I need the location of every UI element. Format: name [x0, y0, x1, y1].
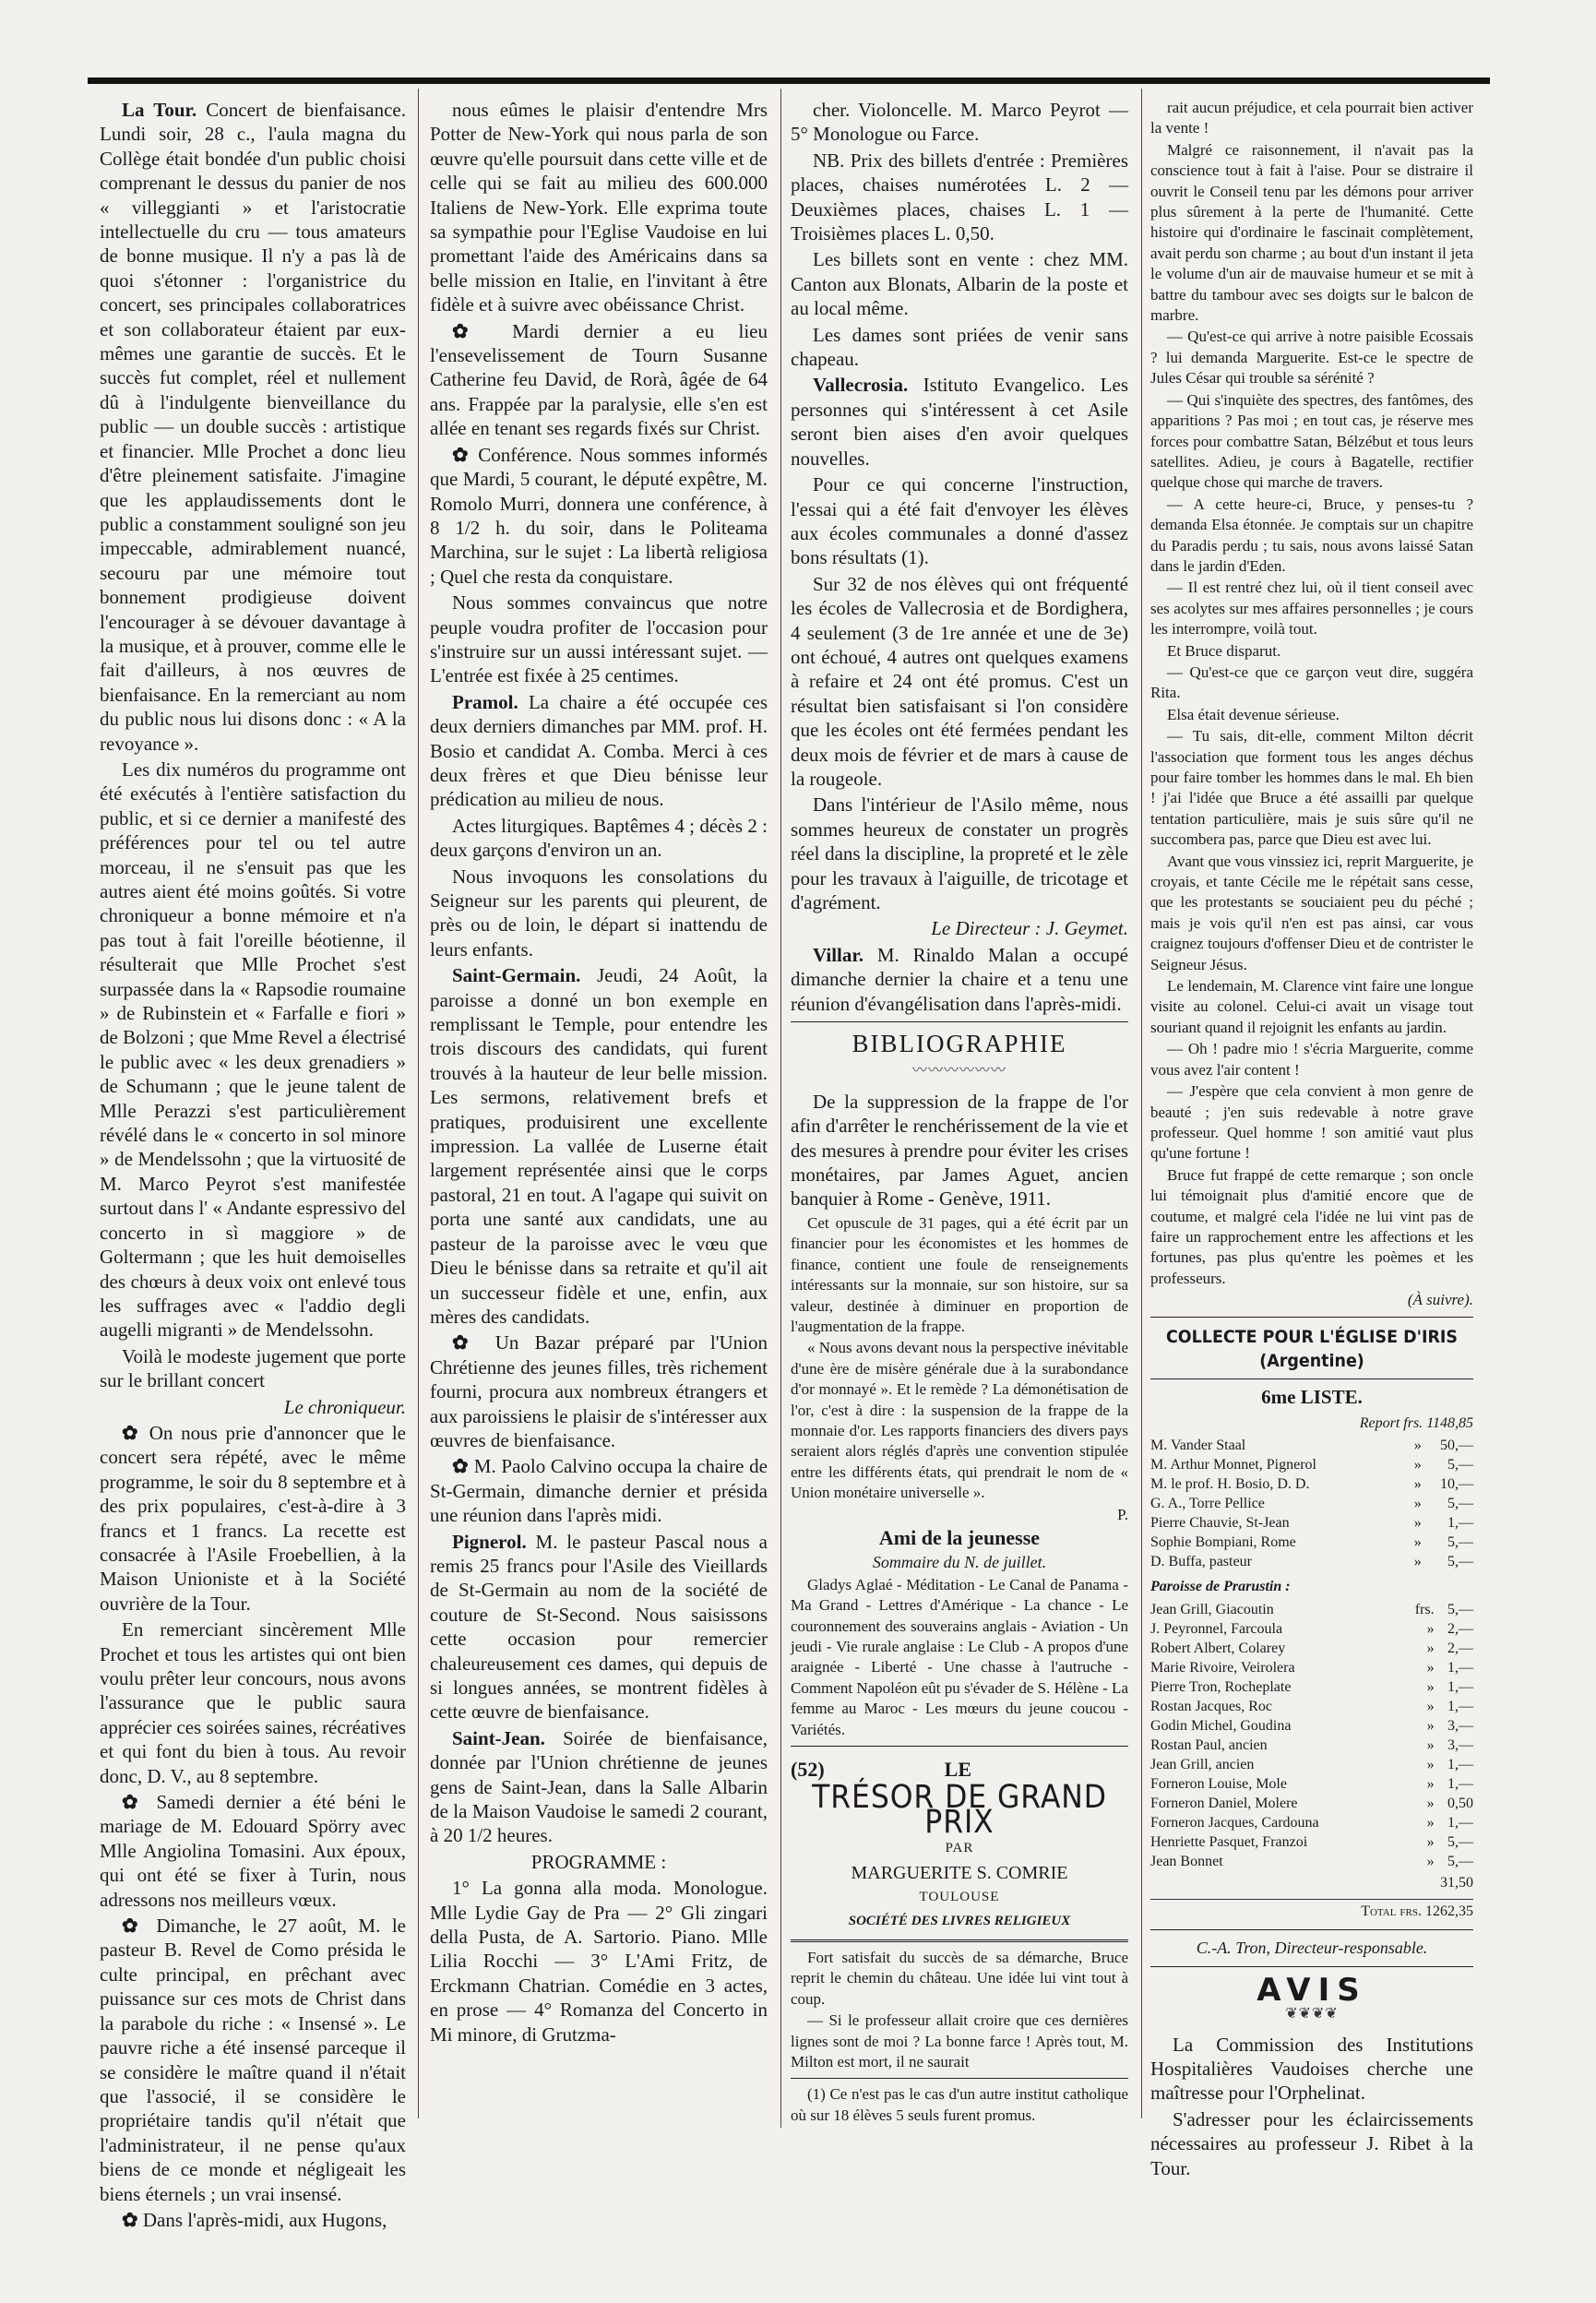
paragraph-lead: ✿	[122, 1915, 157, 1938]
donor-name: Rostan Jacques, Roc	[1150, 1698, 1272, 1714]
currency-mark: »	[1426, 1756, 1435, 1772]
biblio-review-2: « Nous avons devant nous la perspective inévitable d'une ère de misère générale due à la surabondance d'or monnayé ». Et le remède ? La démonétisation de l'or, c'est à dire : la suspension de la frappe de la monnaie d'or. Les rapports financiers des divers pays seraient alors réglés d'après une convention stipulée entre les différents états, qui prendrait le nom de « Union monétaire universelle ».	[791, 1339, 1128, 1502]
subtotal: 31,50	[1440, 1874, 1473, 1891]
report-value: 1148,85	[1426, 1414, 1473, 1431]
donor-row	[1150, 1716, 1473, 1736]
footnote: (1) Ce n'est pas le cas d'un autre institut catholique où sur 18 élèves 5 seuls furent promus.	[791, 2085, 1128, 2124]
donor-name: G. A., Torre Pellice	[1150, 1496, 1265, 1512]
donor-row	[1150, 1436, 1473, 1455]
news-paragraph	[430, 690, 768, 812]
donor-amount: 5,—	[1447, 1853, 1473, 1869]
news-paragraph	[430, 98, 768, 317]
divider	[791, 1021, 1128, 1022]
donor-row	[1150, 1658, 1473, 1677]
column-3	[791, 98, 1128, 2127]
signature: Le chroniqueur.	[283, 1395, 406, 1418]
divider	[1150, 1317, 1473, 1318]
donor-row	[1150, 1813, 1473, 1832]
donor-amount: 5,—	[1447, 1554, 1473, 1570]
paragraph-text: Dans l'intérieur de l'Asilo même, nous sommes heureux de constater un progrès réel dans la discipline, la propreté et le zèle pour les travaux à l'aiguille, de tricotage et d'agrément.	[791, 794, 1128, 913]
paragraph-text: Les dames sont priées de venir sans chapeau.	[791, 323, 1128, 371]
paragraph-lead: ✿	[452, 1455, 474, 1478]
donor-amount: 1,—	[1447, 1775, 1473, 1792]
feuilleton-continued	[1150, 98, 1473, 1289]
donor-amount: 5,—	[1447, 1496, 1473, 1512]
paragraph-text: M. Rinaldo Malan a occupé dimanche dernier la chaire et a tenu une réunion d'évangélisation dans l'après-midi.	[791, 943, 1128, 1015]
news-paragraph	[100, 98, 406, 756]
column-1	[100, 98, 406, 2234]
paragraph-text: Pour ce qui concerne l'instruction, l'essai qui a été fait d'envoyer les élèves aux écoles communales a donné d'assez bons résultats (1).	[791, 473, 1128, 569]
donor-name: Jean Grill, Giacoutin	[1150, 1601, 1274, 1617]
a-suivre: (À suivre).	[1407, 1291, 1473, 1309]
donor-name: Sophie Bompiani, Rome	[1150, 1534, 1296, 1551]
top-rule	[88, 78, 1490, 84]
biblio-item: De la suppression de la frappe de l'or afin d'arrêter le renchérissement de la vie et des mesures à prendre pour éviter les crises monétaires, par James Aguet, ancien banquier à Rome - Genève, 1911.	[791, 1090, 1128, 1211]
news-paragraph	[430, 963, 768, 1329]
currency-mark: »	[1426, 1814, 1435, 1831]
paragraph-text: La chaire a été occupée ces deux derniers dimanches par MM. prof. H. Bosio et candidat A. Comba. Merci à ces deux frères et que Dieu bénisse leur prédication au milieu de nous.	[430, 690, 768, 811]
paragraph-text: NB. Prix des billets d'entrée : Premières places, chaises numérotées L. 2 — Deuxièmes places, chaises L. 1 — Troisièmes places L. 0,50.	[791, 149, 1128, 245]
feuilleton-le: LE	[944, 1758, 971, 1782]
currency-mark: »	[1426, 1620, 1435, 1637]
avis-body-2: S'adresser pour les éclaircissements nécessaires au professeur J. Ribet à la Tour.	[1150, 2107, 1473, 2179]
feuilleton-paragraph: — Il est rentré chez lui, où il tient conseil avec ses acolytes sur mes affaires personnelles ; je cours les interrompre, voilà tout.	[1150, 579, 1473, 638]
feuilleton-title: TRÉSOR DE GRAND PRIX	[812, 1779, 1107, 1841]
column-2	[430, 98, 768, 2048]
paragraph-text: Voilà le modeste jugement que porte sur le brillant concert	[100, 1344, 406, 1392]
divider	[1150, 1966, 1473, 1967]
ornament-rule: 〰〰〰〰〰〰	[911, 1063, 1006, 1080]
news-paragraph	[430, 1726, 768, 1848]
paragraph-lead: Pignerol.	[452, 1530, 527, 1553]
paragraph-lead: Pramol.	[452, 690, 518, 713]
avis-body: La Commission des Institutions Hospitalières Vaudoises cherche une maîtresse pour l'Orphelinat.	[1150, 2033, 1473, 2105]
paragraph-text: En remerciant sincèrement Mlle Prochet et tous les artistes qui ont bien voulu prêter leur concours, nous avons l'assurance que le public saura apprécier ces soirées saines, récréatives et qui font du bien à tous. Au revoir donc, D. V., au 8 septembre.	[100, 1618, 406, 1787]
paragraph-text: Les billets sont en vente : chez MM. Canton aux Blonats, Albarin de la poste et au local même.	[791, 248, 1128, 320]
donor-row	[1150, 1697, 1473, 1716]
donor-name: Pierre Tron, Rocheplate	[1150, 1678, 1292, 1695]
currency-mark: »	[1426, 1659, 1435, 1676]
donor-row	[1150, 1552, 1473, 1571]
feuilleton-paragraph: — Oh ! padre mio ! s'écria Marguerite, comme vous avez l'air content !	[1150, 1040, 1473, 1079]
currency-mark: »	[1426, 1736, 1435, 1753]
news-paragraph	[430, 319, 768, 441]
donor-amount: 10,—	[1440, 1476, 1473, 1493]
donor-amount: 5,—	[1447, 1457, 1473, 1474]
avis-ornament: ❦❦❦❦	[1285, 2006, 1339, 2023]
donor-table	[1150, 1436, 1473, 1571]
donor-name: Marie Rivoire, Veirolera	[1150, 1659, 1295, 1676]
paragraph-text: Dimanche, le 27 août, M. le pasteur B. Revel de Como présida le culte principal, en prêchant avec puissance sur ces mots de Christ dans la parabole du riche : « Insensé ». Le pauvre riche a été insensé parceque il se considère le maître quand il n'était que l'associé, il se considère le propriétaire tandis qu'il n'était que l'administrateur, il ne pense qu'aux biens de ce monde et négligeait les biens éternels ; un vrai insensé.	[100, 1915, 406, 2205]
news-paragraph	[430, 443, 768, 589]
donor-amount: 5,—	[1447, 1833, 1473, 1850]
program-heading: PROGRAMME :	[530, 1850, 667, 1873]
feuilleton-paragraph: — Tu sais, dit-elle, comment Milton décrit l'association que forment tous les anges déchus pour faire tomber les hommes dans le mal. Eh bien ! j'ai l'idée que Bruce a été assailli par quelque tentation particulière, mais je suis sûre qu'il ne succombera pas, parce que Dieu est avec lui.	[1150, 727, 1473, 849]
news-paragraph	[100, 1617, 406, 1788]
news-paragraph	[100, 1421, 406, 1616]
feuilleton-author: MARGUERITE S. COMRIE	[851, 1862, 1068, 1883]
directeur-line: C.-A. Tron, Directeur-responsable.	[1196, 1939, 1428, 1958]
paragraph-lead: Villar.	[813, 943, 864, 966]
donor-name: M. le prof. H. Bosio, D. D.	[1150, 1476, 1310, 1493]
bibliographie-heading: BIBLIOGRAPHIE	[852, 1030, 1067, 1058]
currency-mark: »	[1413, 1554, 1422, 1570]
paragraph-lead: Saint-Germain.	[452, 964, 581, 987]
feuilleton-paragraph: rait aucun préjudice, et cela pourrait bien activer la vente !	[1150, 99, 1473, 137]
feuilleton-paragraph: Malgré ce raisonnement, il n'avait pas la conscience tout à fait à l'aise. Pour se distraire il ouvrit le Conseil tenu par les démons pour arriver plus sûrement à la perte de l'humanité. Cette histoire qui d'ordinaire le fascinait complètement, avait perdu son charme ; au bout d'un instant il jeta le volume d'un air de mauvaise humeur et se mit à battre du tambour avec ses doigts sur le balcon de marbre.	[1150, 140, 1473, 325]
donor-name: Jean Bonnet	[1150, 1853, 1223, 1869]
currency-mark: »	[1426, 1795, 1435, 1811]
donor-row	[1150, 1794, 1473, 1813]
column-rule	[1141, 89, 1142, 2118]
total-label: Total frs.	[1361, 1903, 1422, 1919]
paragraph-text: On nous prie d'annoncer que le concert sera répété, avec le même programme, le soir du 8 septembre et à des prix populaires, c'est-à-dire à 3 francs et 1 francs. La recette est consacrée à l'Asile Froebellien, à la Maison Unioniste et à la Société ouvrière de la Tour.	[100, 1421, 406, 1615]
ami-title: Ami de la jeunesse	[878, 1525, 1041, 1549]
paragraph-text: Istituto Evangelico. Les personnes qui s'intéressent à cet Asile seront bien aises d'en avoir quelques nouvelles.	[791, 374, 1128, 470]
divider	[791, 1939, 1128, 1942]
column-4	[1150, 98, 1473, 2182]
paragraph-lead: ✿	[452, 443, 479, 466]
paragraph-lead: Saint-Jean.	[452, 1726, 545, 1749]
currency-mark: »	[1426, 1698, 1435, 1714]
donor-row	[1150, 1513, 1473, 1533]
feuilleton-paragraph: Bruce fut frappé de cette remarque ; son oncle lui témoignait plus d'amitié encore que de coutume, et malgré cela l'idée ne lui vint pas de faire un rapprochement entre les affections et les fortunes, pas plus qu'entre les poèmes et les professeurs.	[1150, 1165, 1473, 1287]
donor-amount: 5,—	[1447, 1534, 1473, 1551]
paragraph-text: M. Paolo Calvino occupa la chaire de St-Germain, dimanche dernier et présida une réunion dans l'après midi.	[430, 1455, 768, 1527]
donor-name: Henriette Pasquet, Franzoi	[1150, 1833, 1308, 1850]
feuilleton-publisher: SOCIÉTÉ DES LIVRES RELIGIEUX	[848, 1914, 1071, 1929]
donor-amount: 2,—	[1447, 1620, 1473, 1637]
paragraph-lead: ✿	[122, 1791, 157, 1814]
donor-row	[1150, 1619, 1473, 1639]
feuilleton-city: TOULOUSE	[919, 1890, 1000, 1905]
news-paragraph	[430, 814, 768, 863]
news-paragraph	[791, 323, 1128, 372]
donor-amount: 3,—	[1447, 1717, 1473, 1734]
currency-mark: »	[1426, 1853, 1435, 1869]
paragraph-text: Nous sommes convaincus que notre peuple voudra profiter de l'occasion pour s'instruire sur un aussi intéressant sujet. — L'entrée est fixée à 25 centimes.	[430, 591, 768, 687]
news-paragraph	[791, 373, 1128, 471]
currency-mark: »	[1413, 1457, 1422, 1474]
donor-amount: 1,—	[1447, 1515, 1473, 1532]
donor-row	[1150, 1677, 1473, 1697]
donor-amount: 2,—	[1447, 1640, 1473, 1656]
news-paragraph	[100, 758, 406, 1342]
paragraph-text: Concert de bienfaisance. Lundi soir, 28 c., l'aula magna du Collège était bondée d'un public choisi comprenant le dessus du panier de nos « villeggianti » et l'aristocratie intellectuelle du cru — tous amateurs de bonne musique. Il n'y a pas là de quoi s'étonner : l'organistrice du concert, ses principales collaboratrices et son collaborateur étaient par eux-mêmes une garantie de succès. Et le succès fut complet, réel et nullement dû à l'indulgente bienveillance du public — un double succès : artistique et financier. Mlle Prochet a donc lieu d'être pleinement satisfaite. J'imagine que les applaudissements dont le public a constamment souligné son jeu impeccable, admirablement nuancé, secouru par une mémoire tout bonnement prodigieuse doivent l'encourager à se dévouer davantage à la musique, et à prouver, comme elle le fait d'ailleurs, à nos œuvres de bienfaisance. En la remerciant au nom du public nous lui disons donc : « A la revoyance ».	[100, 99, 406, 755]
paragraph-text: nous eûmes le plaisir d'entendre Mrs Potter de New-York qui nous parla de son œuvre qu'elle poursuit dans cette ville et de celle qui se fait au milieu des 600.000 Italiens de New-York. Elle exprima toute sa sympathie pour l'Eglise Vaudoise en lui promettant l'aide des Américains dans sa belle mission en Italie, en l'invitant à être fidèle et à suivre avec obéissance Christ.	[430, 99, 768, 316]
donor-name: Pierre Chauvie, St-Jean	[1150, 1515, 1290, 1532]
report-label: Report frs.	[1359, 1414, 1423, 1431]
paragraph-text: Samedi dernier a été béni le mariage de M. Edouard Spörry avec Mlle Angiolina Tomasini. Aux époux, qui ont été se fixer à Turin, nous adressons nos meilleurs vœux.	[100, 1791, 406, 1911]
paragraph-text: 1° La gonna alla moda. Monologue. Mlle Lydie Gay de Pra — 2° Gli zingari della Pusta, de A. Sartorio. Piano. Mlle Lilia Rocchi — 3° L'Ami Fritz, de Erckmann Chatrian. Comédie en 3 actes, en prose — 4° Romanza del Concerto in Mi minore, di Grutzma-	[430, 1877, 768, 2046]
donor-row	[1150, 1832, 1473, 1852]
currency-mark: »	[1426, 1717, 1435, 1734]
donor-amount: 1,—	[1447, 1814, 1473, 1831]
donor-row	[1150, 1600, 1473, 1619]
donor-row	[1150, 1852, 1473, 1871]
paragraph-text: Nous invoquons les consolations du Seigneur sur les parents qui pleurent, de près ou de loin, le départ si inattendu de leurs enfants.	[430, 865, 768, 961]
avis-title: AVIS	[1257, 1971, 1367, 2009]
donor-row	[1150, 1474, 1473, 1494]
donor-name: Robert Albert, Colarey	[1150, 1640, 1286, 1656]
donor-name: Forneron Daniel, Molere	[1150, 1795, 1298, 1811]
news-paragraph	[100, 1914, 406, 2206]
donor-amount: 1,—	[1447, 1678, 1473, 1695]
currency-mark: »	[1413, 1438, 1422, 1454]
donor-row	[1150, 1455, 1473, 1474]
paragraph-text: Mardi dernier a eu lieu l'ensevelissement de Tourn Susanne Catherine feu David, de Rorà, âgée de 64 ans. Frappée par la paralysie, elle s'en est allée en tenant ses regards fixés sur Christ.	[430, 319, 768, 440]
ami-subtitle: Sommaire du N. de juillet.	[872, 1553, 1047, 1572]
news-paragraph	[791, 98, 1128, 147]
report-line	[1150, 1412, 1473, 1436]
news-paragraph	[791, 793, 1128, 914]
donor-amount: 1,—	[1447, 1698, 1473, 1714]
news-paragraph	[100, 1790, 406, 1912]
news-paragraph	[430, 591, 768, 688]
currency-mark: »	[1426, 1678, 1435, 1695]
feuilleton-paragraph: — Qu'est-ce que ce garçon veut dire, suggéra Rita.	[1150, 662, 1473, 702]
currency-mark: »	[1413, 1534, 1422, 1551]
donor-name: M. Arthur Monnet, Pignerol	[1150, 1457, 1316, 1474]
divider	[791, 2078, 1128, 2079]
feuilleton-text: Fort satisfait du succès de sa démarche, Bruce reprit le chemin du château. Une idée lui vint tout à coup.	[791, 1948, 1128, 2008]
currency-mark: »	[1426, 1833, 1435, 1850]
feuilleton-par: PAR	[945, 1841, 974, 1856]
currency-mark: frs.	[1414, 1601, 1435, 1617]
paragraph-text: Jeudi, 24 Août, la paroisse a donné un bon exemple en remplissant le Temple, pour entendre les trois discours des candidats, qui furent trouvés à la hauteur de leur belle mission. Les sermons, relativement brefs et pratiques, produisirent une excellente impression. La vallée de Luserne était largement représentée ainsi que le corps pastoral, 21 en tout. A l'agape qui suivit on porta une santé aux candidats, une au pasteur de la paroisse avec le vœu que Dieu le bénisse dans sa retraite et qu'il ait un successeur fidèle et une, enfin, aux mères des candidats.	[430, 964, 768, 1328]
donor-row	[1150, 1755, 1473, 1774]
feuilleton-number: (52)	[791, 1758, 825, 1782]
news-paragraph	[791, 247, 1128, 320]
paragraph-text: M. le pasteur Pascal nous a remis 25 francs pour l'Asile des Vieillards de St-Germain au nom de la société de couture de St-Second. Nous saisissons cette occasion pour remercier chaleureusement ces dames, qui depuis de si longues années, se montrent fidèles à cette œuvre de bienfaisance.	[430, 1530, 768, 1724]
column-rule	[418, 89, 419, 2118]
column-rule	[780, 89, 781, 2128]
column-3-news	[791, 98, 1128, 1016]
donor-name: Forneron Louise, Mole	[1150, 1775, 1287, 1792]
biblio-review: Cet opuscule de 31 pages, qui a été écrit par un financier pour les économistes et les hommes de finance, contient une foule de renseignements intéressants sur la monnaie, sur son histoire, sur sa valeur, destinée à diminuer en proportion de l'augmentation de la frappe.	[791, 1213, 1128, 1335]
feuilleton-paragraph: — J'espère que cela convient à mon genre de beauté ; j'en suis redevable à notre grave professeur. Quel homme ! son amitié vaut plus qu'une fortune !	[1150, 1082, 1473, 1163]
feuilleton-paragraph: Avant que vous vinssiez ici, reprit Marguerite, je croyais, et tante Cécile me le répétait sans cesse, que les protestants se souciaient peu du péché ; mais je vois qu'il n'en est pas ainsi, car vous craignez toujours d'offenser Dieu et de contrister le Seigneur Jésus.	[1150, 852, 1473, 973]
donor-row	[1150, 1494, 1473, 1513]
paragraph-text: Sur 32 de nos élèves qui ont fréquenté les écoles de Vallecrosia et de Bordighera, 4 seulement (3 de 1re année et une de 3e) ont échoué, 4 autres ont quelques examens à refaire et 24 ont été promus. C'est un résultat bien satisfaisant si l'on considère que les écoles ont été fermées pendant les deux mois de février et de mars à cause de la rougeole.	[791, 572, 1128, 790]
paragraph-lead: La Tour.	[122, 99, 197, 121]
paragraph-text: Soirée de bienfaisance, donnée par l'Union chrétienne de jeunes gens de Saint-Jean, dans la Salle Albarin de la Maison Vaudoise le samedi 2 courant, à 20 1/2 heures.	[430, 1726, 768, 1847]
feuilleton-paragraph: — A cette heure-ci, Bruce, y penses-tu ? demanda Elsa étonnée. Je comptais sur un chapitre du Paradis perdu ; tu sais, nous avons laissé Satan dans le jardin d'Eden.	[1150, 495, 1473, 575]
divider	[1150, 1378, 1473, 1379]
paragraph-text: Actes liturgiques. Baptêmes 4 ; décès 2 : deux garçons d'environ un an.	[430, 814, 768, 862]
paragraph-text: Conférence. Nous sommes informés que Mardi, 5 courant, le député expêtre, M. Romolo Murri, donnera une conférence, à 8 1/2 h. du soir, dans le Politeama Marchina, sur le sujet : La libertà religiosa ; Quel che resta da conquistare.	[430, 443, 768, 588]
feuilleton-paragraph: Et Bruce disparut.	[1167, 641, 1281, 660]
total-line	[1150, 1899, 1473, 1924]
paragraph-text: Dans l'après-midi, aux Hugons,	[142, 2208, 387, 2231]
feuilleton-paragraph: — Qu'est-ce qui arrive à notre paisible Ecossais ? lui demanda Marguerite. Est-ce le spectre de Jules César qui trouble sa sérénité ?	[1150, 328, 1473, 388]
donor-amount: 5,—	[1447, 1601, 1473, 1617]
currency-mark: »	[1413, 1496, 1422, 1512]
currency-mark: »	[1426, 1775, 1435, 1792]
paragraph-text: cher. Violoncelle. M. Marco Peyrot — 5° Monologue ou Farce.	[791, 99, 1128, 146]
divider	[791, 1746, 1128, 1747]
donor-row	[1150, 1639, 1473, 1658]
liste-number: 6me LISTE.	[1261, 1386, 1363, 1409]
paragraph-lead: ✿	[122, 1421, 149, 1444]
news-paragraph	[430, 865, 768, 962]
donor-amount: 50,—	[1440, 1438, 1473, 1454]
donor-name: M. Vander Staal	[1150, 1438, 1246, 1454]
paragraph-text: Les dix numéros du programme ont été exécutés à l'entière satisfaction du public, et si ce dernier a manifesté des préférences pour tel ou tel autre morceau, il ne s'ensuit pas que les autres aient été moins goûtés. Si votre chroniqueur a bonne mémoire et n'a pas tout à fait l'oreille béotienne, il résulterait que Mlle Prochet s'est surpassée dans la « Rapsodie roumaine » de Rubinstein et « Farfalle e fiori » de Bolzoni ; que Mme Revel a électrisé le public avec « les deux grenadiers » de Schumann ; que le jeune talent de Mlle Perazzi s'est particulièrement révélé dans le « concerto in sol minore » de Mendelssohn ; que la virtuosité de M. Marco Peyrot s'est manifestée surtout dans l' « Andante espressivo del concerto in sì maggiore » de Goltermann ; que les huit demoiselles des chœurs à deux voix ont enlevé tous les suffrages avec « l'addio degli augelli migranti » de Mendelssohn.	[100, 758, 406, 1342]
biblio-sign: P.	[1117, 1505, 1128, 1523]
donor-row	[1150, 1774, 1473, 1794]
donor-name: Rostan Paul, ancien	[1150, 1736, 1268, 1753]
donor-amount: 1,—	[1447, 1756, 1473, 1772]
news-paragraph	[791, 943, 1128, 1016]
donor-name: Jean Grill, ancien	[1150, 1756, 1255, 1772]
feuilleton-text-2: — Si le professeur allait croire que ces dernières lignes sont de moi ? La bonne farce ! Après tout, M. Milton est mort, il ne saurait	[791, 2011, 1128, 2070]
news-paragraph	[430, 1876, 768, 2046]
paragraph-lead: ✿	[122, 2208, 143, 2231]
news-paragraph	[791, 149, 1128, 246]
news-paragraph	[430, 1454, 768, 1527]
donor-name: Forneron Jacques, Cardouna	[1150, 1814, 1319, 1831]
signature: Le Directeur : J. Geymet.	[931, 917, 1128, 940]
news-paragraph	[100, 2208, 406, 2232]
feuilleton-paragraph: Le lendemain, M. Clarence vint faire une longue visite au colonel. Celui-ci avait un visage tout souriant quand il rejoignit les enfants au jardin.	[1150, 977, 1473, 1036]
news-paragraph	[100, 1344, 406, 1393]
news-paragraph	[791, 472, 1128, 570]
collecte-title: COLLECTE POUR L'ÉGLISE D'IRIS (Argentine)	[1165, 1326, 1459, 1371]
paroisse-heading: Paroisse de Prarustin :	[1150, 1579, 1291, 1595]
feuilleton-paragraph: Elsa était devenue sérieuse.	[1167, 705, 1340, 723]
news-paragraph	[791, 572, 1128, 792]
currency-mark: »	[1413, 1515, 1422, 1532]
paragraph-lead: ✿	[452, 1331, 495, 1354]
feuilleton-paragraph: — Qui s'inquiète des spectres, des fantômes, des apparitions ? Pas moi ; en tout cas, je réserve mes forces pour combattre Satan, Bélzébut et tous leurs satellites. Adieu, je cours à Bagatelle, rectifier quelque chose qui marche de travers.	[1150, 390, 1473, 492]
ami-body: Gladys Aglaé - Méditation - Le Canal de Panama - Ma Grand - Lettres d'Amérique - La chance - Le couronnement des souverains anglais - Aviation - Un jeudi - Vie rurale anglaise : Le Club - A propos d'une araignée - Liberté - Une chasse à l'autruche - Comment Napoléon eût pu s'évader de S. Hélène - La femme au Maroc - Les mœurs du jeune coucou - Variétés.	[791, 1575, 1128, 1738]
currency-mark: »	[1426, 1640, 1435, 1656]
donor-row	[1150, 1533, 1473, 1552]
currency-mark: »	[1413, 1476, 1422, 1493]
donor-amount: 3,—	[1447, 1736, 1473, 1753]
divider	[1150, 1929, 1473, 1930]
paragraph-lead: Vallecrosia.	[813, 374, 909, 397]
donor-name: J. Peyronnel, Farcoula	[1150, 1620, 1283, 1637]
donor-row	[1150, 1736, 1473, 1755]
donor-amount: 1,—	[1447, 1659, 1473, 1676]
donor-name: Godin Michel, Goudina	[1150, 1717, 1292, 1734]
donor-table-prarustin	[1150, 1600, 1473, 1871]
news-paragraph	[430, 1530, 768, 1724]
news-paragraph	[430, 1330, 768, 1452]
paragraph-text: Un Bazar préparé par l'Union Chrétienne des jeunes filles, très richement fourni, procura aux nombreux étrangers et aux paroissiens le plaisir de s'intéresser aux œuvres de bienfaisance.	[430, 1331, 768, 1451]
paragraph-lead: ✿	[452, 319, 513, 342]
total-value: 1262,35	[1425, 1903, 1473, 1919]
donor-name: D. Buffa, pasteur	[1150, 1554, 1252, 1570]
donor-amount: 0,50	[1447, 1795, 1473, 1811]
